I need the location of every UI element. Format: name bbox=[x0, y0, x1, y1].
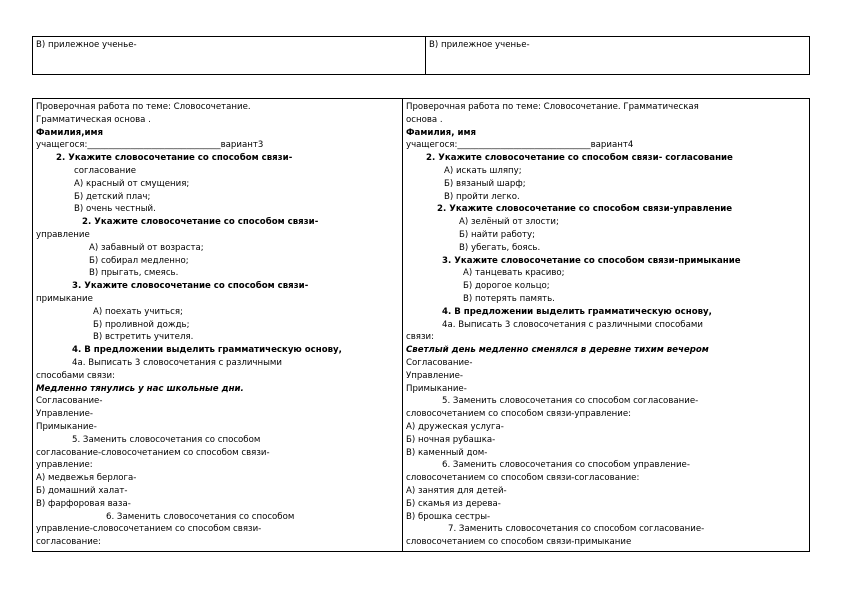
text-line: А) занятия для детей- bbox=[406, 485, 507, 496]
text-line: 4. В предложении выделить грамматическую основу, bbox=[442, 306, 712, 317]
text-line: словосочетанием со способом связи-управление: bbox=[406, 409, 632, 420]
text-line: управление bbox=[36, 229, 90, 240]
text-line: 2. Укажите словосочетание со способом связи- bbox=[82, 217, 319, 228]
text-line: А) танцевать красиво; bbox=[463, 268, 565, 279]
text-line: Б) вязаный шарф; bbox=[444, 178, 526, 189]
text-line: В) пройти легко. bbox=[444, 191, 520, 202]
variant-3-content bbox=[36, 101, 399, 549]
text-line: 7. Заменить словосочетания со способом согласование- bbox=[448, 524, 705, 535]
text-line: В) очень честный. bbox=[74, 204, 156, 215]
text-line: Светлый день медленно сменялся в деревне тихим вечером bbox=[406, 345, 709, 356]
top-left-cell bbox=[33, 37, 426, 75]
text-line: Б) дорогое кольцо; bbox=[463, 281, 550, 292]
variant-4-content bbox=[406, 101, 806, 549]
text-line: Б) собирал медленно; bbox=[89, 255, 189, 266]
text-line: управление: bbox=[36, 460, 93, 471]
text-line: В) каменный дом- bbox=[406, 447, 488, 458]
text-line: А) медвежья берлога- bbox=[36, 473, 137, 484]
text-line: связи: bbox=[406, 332, 435, 343]
text-line: 5. Заменить словосочетания со способом согласование- bbox=[442, 396, 699, 407]
text-line: 5. Заменить словосочетания со способом bbox=[72, 434, 261, 445]
text-line: Примыкание- bbox=[36, 421, 97, 432]
text-line: Фамилия, имя bbox=[406, 127, 477, 138]
text-line: А) забавный от возраста; bbox=[89, 242, 204, 253]
text-line: Б) детский плач; bbox=[74, 191, 151, 202]
text-line: Б) проливной дождь; bbox=[93, 319, 190, 330]
text-line: В) убегать, боясь. bbox=[459, 242, 541, 253]
text-line: словосочетанием со способом связи-примыкание bbox=[406, 537, 632, 548]
text-line: Медленно тянулись у нас школьные дни. bbox=[36, 383, 244, 394]
text-line: А) дружеская услуга- bbox=[406, 421, 504, 432]
text-line: Проверочная работа по теме: Словосочетание. Грамматическая bbox=[406, 102, 699, 112]
text-line: В) встретить учителя. bbox=[93, 332, 194, 343]
text-line: А) искать шляпу; bbox=[444, 165, 522, 176]
text-line: 3. Укажите словосочетание со способом связи-примыкание bbox=[442, 255, 741, 266]
worksheet-table bbox=[32, 98, 810, 552]
variant-4-cell bbox=[403, 99, 810, 552]
variant-3-cell bbox=[33, 99, 403, 552]
text-line: 2. Укажите словосочетание со способом связи- согласование bbox=[426, 153, 733, 164]
text-line: Б) домашний халат- bbox=[36, 485, 128, 496]
top-right-cell bbox=[426, 37, 810, 75]
top-table bbox=[32, 36, 810, 75]
top-left-text: В) прилежное ученье- bbox=[36, 40, 137, 50]
text-line: А) красный от смущения; bbox=[74, 178, 190, 189]
top-right-text: В) прилежное ученье- bbox=[429, 40, 530, 50]
text-line: 3. Укажите словосочетание со способом связи- bbox=[72, 281, 309, 292]
text-line: 2. Укажите словосочетание со способом связи-управление bbox=[437, 204, 733, 215]
text-line: А) поехать учиться; bbox=[93, 306, 183, 317]
text-line: Б) найти работу; bbox=[459, 229, 536, 240]
text-line: 2. Укажите словосочетание со способом связи- bbox=[56, 153, 293, 164]
text-line: Согласование- bbox=[406, 357, 473, 368]
text-line: Проверочная работа по теме: Словосочетание. bbox=[36, 102, 251, 112]
text-line: Примыкание- bbox=[406, 383, 467, 394]
text-line: учащегося:_______________________________вариант4 bbox=[406, 140, 634, 151]
text-line: примыкание bbox=[36, 293, 93, 304]
text-line: согласование-словосочетанием со способом связи- bbox=[36, 447, 270, 458]
text-line: управление-словосочетанием со способом связи- bbox=[36, 524, 262, 535]
text-line: 4а. Выписать 3 словосочетания с различными bbox=[72, 357, 282, 368]
text-line: Фамилия,имя bbox=[36, 127, 104, 138]
text-line: В) брошка сестры- bbox=[406, 511, 491, 522]
text-line: согласование: bbox=[36, 537, 101, 548]
text-line: учащегося:_______________________________вариант3 bbox=[36, 140, 264, 151]
text-line: основа . bbox=[406, 114, 443, 125]
text-line: Управление- bbox=[36, 409, 94, 420]
text-line: словосочетанием со способом связи-согласование: bbox=[406, 473, 640, 484]
text-line: согласование bbox=[74, 165, 137, 176]
text-line: 4. В предложении выделить грамматическую основу, bbox=[72, 345, 342, 356]
text-line: В) фарфоровая ваза- bbox=[36, 498, 131, 509]
text-line: 6. Заменить словосочетания со способом bbox=[106, 511, 295, 522]
text-line: А) зелёный от злости; bbox=[459, 217, 559, 228]
text-line: Б) ночная рубашка- bbox=[406, 434, 496, 445]
text-line: В) прыгать, смеясь. bbox=[89, 268, 179, 279]
text-line: Грамматическая основа . bbox=[36, 114, 151, 125]
text-line: Согласование- bbox=[36, 396, 103, 407]
text-line: Управление- bbox=[406, 370, 464, 381]
text-line: В) потерять память. bbox=[463, 293, 555, 304]
text-line: Б) скамья из дерева- bbox=[406, 498, 501, 509]
text-line: способами связи: bbox=[36, 370, 115, 381]
text-line: 6. Заменить словосочетания со способом управление- bbox=[442, 460, 690, 471]
text-line: 4а. Выписать 3 словосочетания с различными способами bbox=[442, 319, 703, 330]
